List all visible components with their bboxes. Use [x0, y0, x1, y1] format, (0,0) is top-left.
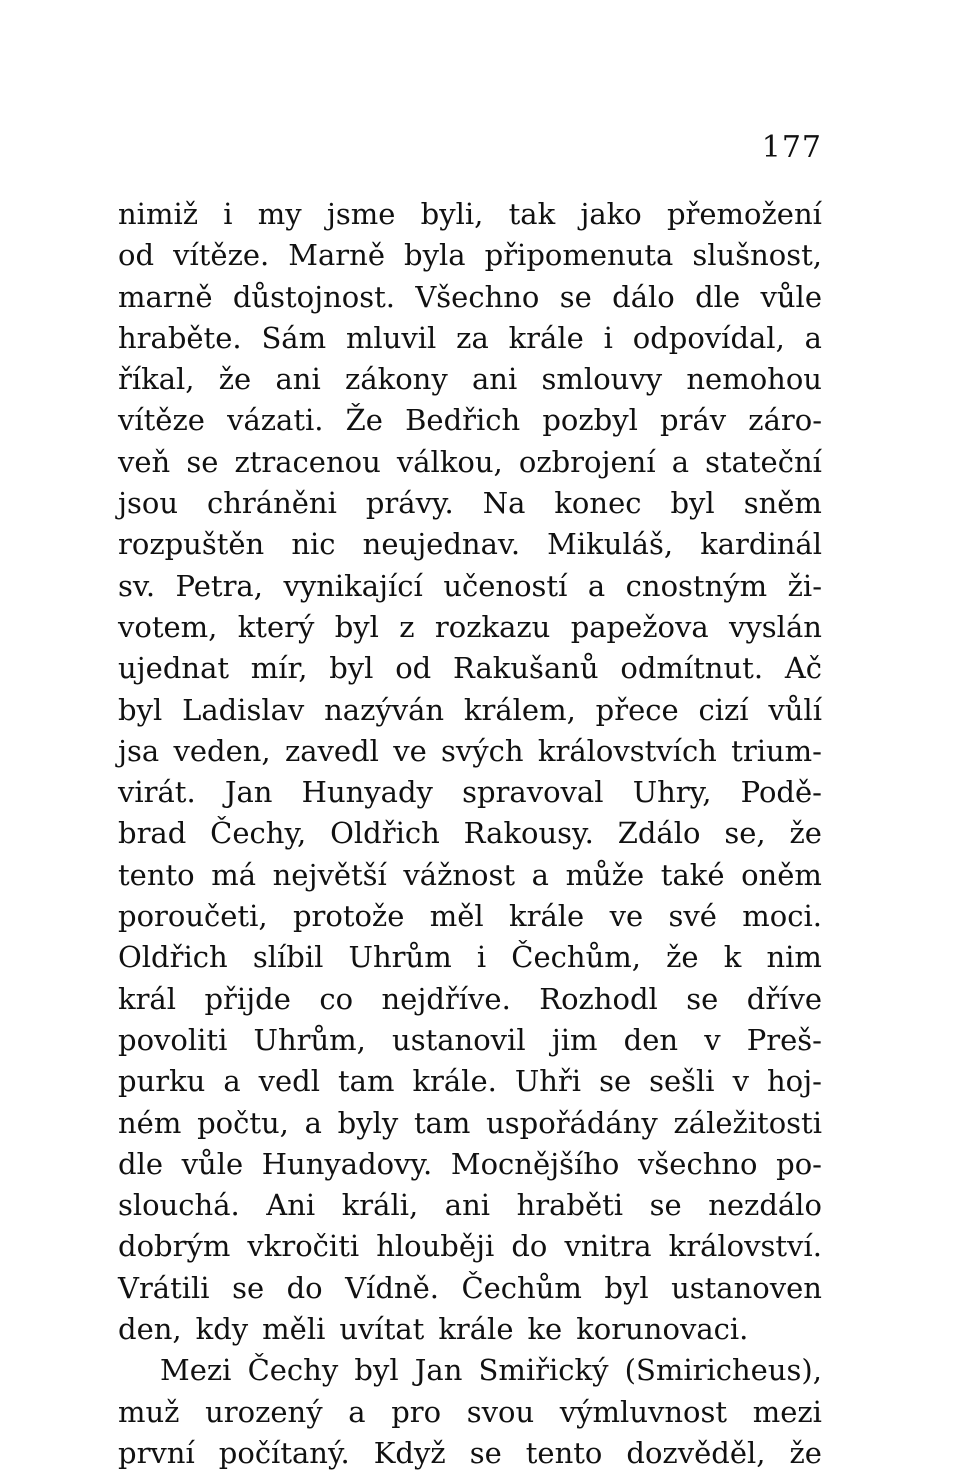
word: sněm	[743, 486, 822, 521]
page-number: 177	[761, 130, 822, 165]
word: poroučeti,	[118, 899, 268, 934]
word: Když	[373, 1435, 446, 1470]
word: vnitra	[564, 1229, 652, 1264]
word: ustanoven	[671, 1270, 822, 1305]
word: tam	[413, 1105, 471, 1140]
text-line	[118, 855, 822, 896]
word: do	[511, 1229, 548, 1264]
word: učeností	[443, 568, 568, 603]
word: uspořádány	[486, 1105, 658, 1140]
word: se	[649, 1188, 682, 1223]
word: se,	[724, 816, 766, 851]
word: v	[732, 1064, 749, 1099]
word: i	[223, 197, 233, 231]
word: tento	[525, 1435, 603, 1470]
text-line	[118, 400, 822, 441]
text-line	[118, 566, 822, 607]
text-line	[118, 1020, 822, 1061]
word: sešli	[649, 1064, 715, 1099]
word: Marně	[288, 238, 385, 273]
word: neujednav.	[362, 527, 521, 562]
text-line	[118, 318, 822, 359]
word: v	[704, 1022, 721, 1057]
word: muž	[118, 1394, 180, 1429]
word: urozený	[205, 1394, 323, 1429]
word: ve	[393, 733, 427, 768]
word: hraběte.	[118, 320, 242, 355]
word: jim	[551, 1022, 598, 1057]
word: byly	[337, 1105, 399, 1140]
word: a	[304, 1105, 322, 1140]
word: chráněni	[207, 486, 337, 521]
text-line	[118, 1268, 822, 1309]
text-line	[118, 235, 822, 276]
word: byli,	[420, 197, 484, 231]
text-line	[118, 731, 822, 772]
word: že	[218, 362, 252, 397]
word: i	[603, 320, 613, 355]
word: konec	[554, 486, 642, 521]
word: vůle	[760, 279, 822, 314]
word: vůlí	[768, 692, 822, 727]
word: že	[789, 816, 822, 851]
word: dříve	[746, 981, 822, 1016]
word: virát.	[118, 775, 196, 810]
word: ujednat	[118, 651, 230, 686]
word: Bedřich	[405, 403, 521, 438]
word: všechno	[638, 1146, 758, 1181]
word: králi,	[341, 1188, 419, 1223]
text-line	[118, 1392, 822, 1433]
word: kdy	[195, 1312, 249, 1347]
word: byl	[329, 651, 374, 686]
word: královstvích	[537, 733, 717, 768]
text-line	[118, 648, 822, 689]
word: nezdálo	[708, 1188, 822, 1223]
word: vítěze.	[173, 238, 270, 273]
word: hoj-	[766, 1064, 822, 1099]
word: tak	[508, 197, 556, 231]
word: za	[456, 320, 489, 355]
word: dobrým	[118, 1229, 231, 1264]
body-text	[118, 194, 822, 1474]
text-line	[118, 896, 822, 937]
word: odpovídal,	[632, 320, 785, 355]
word: král	[118, 981, 176, 1016]
word: a	[587, 568, 606, 603]
word: dle	[118, 1146, 164, 1181]
word: do	[286, 1270, 323, 1305]
word: my	[257, 197, 302, 231]
word: Na	[482, 486, 526, 521]
word: votem,	[118, 609, 218, 644]
text-line	[118, 1103, 822, 1144]
word: po-	[776, 1146, 822, 1181]
word: vůle	[181, 1146, 244, 1181]
word: Čechům	[461, 1270, 582, 1305]
word: také	[660, 857, 725, 892]
word: se	[599, 1064, 632, 1099]
word: od	[395, 651, 432, 686]
word: Ladislav	[182, 692, 305, 727]
word: tam	[338, 1064, 395, 1099]
word: se	[686, 981, 719, 1016]
word: Uhry,	[632, 775, 712, 810]
word: říkal,	[118, 362, 195, 397]
word: svých	[441, 733, 524, 768]
word: Mikuláš,	[547, 527, 674, 562]
word: Uhrům,	[253, 1022, 366, 1057]
word: sv.	[118, 568, 156, 603]
word: ve	[609, 899, 644, 934]
word: první	[118, 1435, 195, 1470]
word: tento	[118, 857, 195, 892]
word: krále.	[412, 1064, 497, 1099]
word: Ani	[266, 1188, 316, 1223]
word: vázati.	[227, 403, 324, 438]
word: Čechy,	[210, 816, 307, 851]
word: Rozhodl	[539, 981, 658, 1016]
word: práv	[660, 403, 727, 438]
text-line	[118, 359, 822, 400]
word: dle	[695, 279, 741, 314]
word: ani	[472, 362, 518, 397]
word: rozpuštěn	[118, 527, 265, 562]
word: a	[531, 857, 549, 892]
word: se	[232, 1270, 265, 1305]
text-line	[118, 277, 822, 318]
word: odmítnut.	[620, 651, 764, 686]
word: slouchá.	[118, 1188, 240, 1223]
word: že	[666, 940, 699, 975]
word: korunovaci.	[576, 1312, 749, 1347]
word: dálo	[612, 279, 675, 314]
word: Jan	[414, 1353, 463, 1388]
word: hlouběji	[376, 1229, 495, 1264]
text-line	[118, 1350, 822, 1391]
word: Uhrům	[348, 940, 452, 975]
word: uvítat	[339, 1312, 425, 1347]
word: mezi	[752, 1394, 822, 1429]
word: krále	[508, 320, 584, 355]
word: počítaný.	[218, 1435, 350, 1470]
text-line	[118, 1433, 822, 1474]
word: dozvěděl,	[626, 1435, 766, 1470]
word: Rakousy.	[463, 816, 594, 851]
word: Čechům,	[511, 940, 641, 975]
word: vyslán	[729, 609, 822, 644]
text-line	[118, 690, 822, 731]
word: království.	[668, 1229, 822, 1264]
word: mluvil	[345, 320, 437, 355]
word: krále	[438, 1312, 514, 1347]
word: měli	[262, 1312, 326, 1347]
word: z	[399, 609, 415, 644]
word: papežova	[570, 609, 709, 644]
text-line	[118, 607, 822, 648]
word: ozbrojení	[518, 444, 656, 479]
word: Podě-	[740, 775, 822, 810]
word: cnostným	[625, 568, 768, 603]
word: co	[319, 981, 354, 1016]
word: nemohou	[686, 362, 822, 397]
word: jako	[580, 197, 642, 231]
word: Sám	[261, 320, 327, 355]
word: Hunyadovy.	[261, 1146, 433, 1181]
word: jsa	[118, 733, 160, 768]
word: pozbyl	[542, 403, 638, 438]
word: Jan	[224, 775, 273, 810]
word: moci.	[742, 899, 822, 934]
word: ke	[527, 1312, 563, 1347]
word: pro	[391, 1394, 442, 1429]
word: právy.	[365, 486, 454, 521]
text-line	[118, 813, 822, 854]
text-line	[118, 442, 822, 483]
word: záležitosti	[673, 1105, 822, 1140]
word: ani	[275, 362, 321, 397]
word: vynikající	[283, 568, 423, 603]
word: Zdálo	[617, 816, 701, 851]
word: se	[186, 444, 219, 479]
word: vedl	[258, 1064, 321, 1099]
word: králem,	[463, 692, 576, 727]
word: hraběti	[516, 1188, 624, 1223]
word: jsme	[326, 197, 396, 231]
word: marně	[118, 279, 213, 314]
text-line	[118, 1226, 822, 1267]
word: největší	[272, 857, 387, 892]
text-line	[118, 1185, 822, 1226]
word: přece	[595, 692, 679, 727]
word: brad	[118, 816, 187, 851]
word: Všechno	[415, 279, 540, 314]
word: může	[565, 857, 645, 892]
word: záro-	[748, 403, 822, 438]
word: nazýván	[324, 692, 445, 727]
word: nejdříve.	[381, 981, 511, 1016]
word: připomenuta	[484, 238, 674, 273]
word: svou	[466, 1394, 535, 1429]
word: od	[118, 238, 155, 273]
word: mír,	[250, 651, 308, 686]
word: výmluvnost	[559, 1394, 728, 1429]
word: a	[804, 320, 822, 355]
word: povoliti	[118, 1022, 228, 1057]
word: Čechy	[247, 1353, 339, 1388]
word: slíbil	[252, 940, 324, 975]
word: ži-	[787, 568, 822, 603]
word: Oldřich	[330, 816, 440, 851]
word: slušnost,	[692, 238, 822, 273]
word: a	[671, 444, 689, 479]
word: veň	[118, 444, 171, 479]
word: spravoval	[462, 775, 604, 810]
word: byl	[670, 486, 715, 521]
word: Mezi	[160, 1353, 232, 1388]
word: vkročiti	[247, 1229, 360, 1264]
word: Petra,	[175, 568, 263, 603]
word: přemožení	[666, 197, 822, 231]
text-line	[118, 1144, 822, 1185]
word: měl	[429, 899, 484, 934]
word: krále	[509, 899, 585, 934]
word: Ač	[784, 651, 822, 686]
text-line	[118, 194, 822, 235]
word: den	[623, 1022, 679, 1057]
word: byla	[404, 238, 466, 273]
word: Vídně.	[345, 1270, 439, 1305]
text-line	[118, 937, 822, 978]
word: se	[559, 279, 592, 314]
word: den,	[118, 1312, 182, 1347]
word: Rakušanů	[453, 651, 599, 686]
word: stateční	[705, 444, 822, 479]
text-line	[118, 979, 822, 1020]
word: jsou	[118, 486, 179, 521]
word: se	[469, 1435, 502, 1470]
word: má	[211, 857, 257, 892]
word: Oldřich	[118, 940, 228, 975]
word: ném	[118, 1105, 182, 1140]
word: rozkazu	[434, 609, 551, 644]
word: že	[789, 1435, 822, 1470]
word: byl	[354, 1353, 399, 1388]
word: Vrátili	[118, 1270, 210, 1305]
word: nic	[291, 527, 336, 562]
word: Že	[345, 403, 383, 438]
word: trium-	[731, 733, 822, 768]
text-line	[118, 483, 822, 524]
word: nim	[766, 940, 822, 975]
text-line	[118, 772, 822, 813]
word: purku	[118, 1064, 206, 1099]
word: Preš-	[746, 1022, 822, 1057]
word: ustanovil	[392, 1022, 526, 1057]
word: válkou,	[396, 444, 503, 479]
word: ani	[444, 1188, 491, 1223]
word: Smiřický	[478, 1353, 609, 1388]
word: přijde	[204, 981, 291, 1016]
word: vítěze	[118, 403, 205, 438]
word: zákony	[345, 362, 448, 397]
word: počtu,	[197, 1105, 289, 1140]
text-line	[118, 1061, 822, 1102]
word: byl	[334, 609, 379, 644]
word: byl	[604, 1270, 649, 1305]
word: i	[476, 940, 487, 975]
word: a	[348, 1394, 366, 1429]
text-line	[118, 524, 822, 565]
word: protože	[292, 899, 405, 934]
word: cizí	[698, 692, 749, 727]
word: své	[668, 899, 717, 934]
word: oněm	[741, 857, 822, 892]
word: nimiž	[118, 197, 199, 231]
word: veden,	[173, 733, 271, 768]
text-line	[118, 1309, 822, 1350]
word: k	[723, 940, 742, 975]
word: ztracenou	[234, 444, 381, 479]
word: Hunyady	[301, 775, 433, 810]
word: Uhři	[514, 1064, 582, 1099]
word: který	[237, 609, 315, 644]
word: (Smiricheus),	[624, 1353, 822, 1388]
word: důstojnost.	[232, 279, 395, 314]
word: vážnost	[403, 857, 516, 892]
word: Mocnějšího	[450, 1146, 620, 1181]
word: a	[223, 1064, 241, 1099]
word: zavedl	[284, 733, 379, 768]
word: kardinál	[700, 527, 822, 562]
word: byl	[118, 692, 163, 727]
word: smlouvy	[541, 362, 663, 397]
